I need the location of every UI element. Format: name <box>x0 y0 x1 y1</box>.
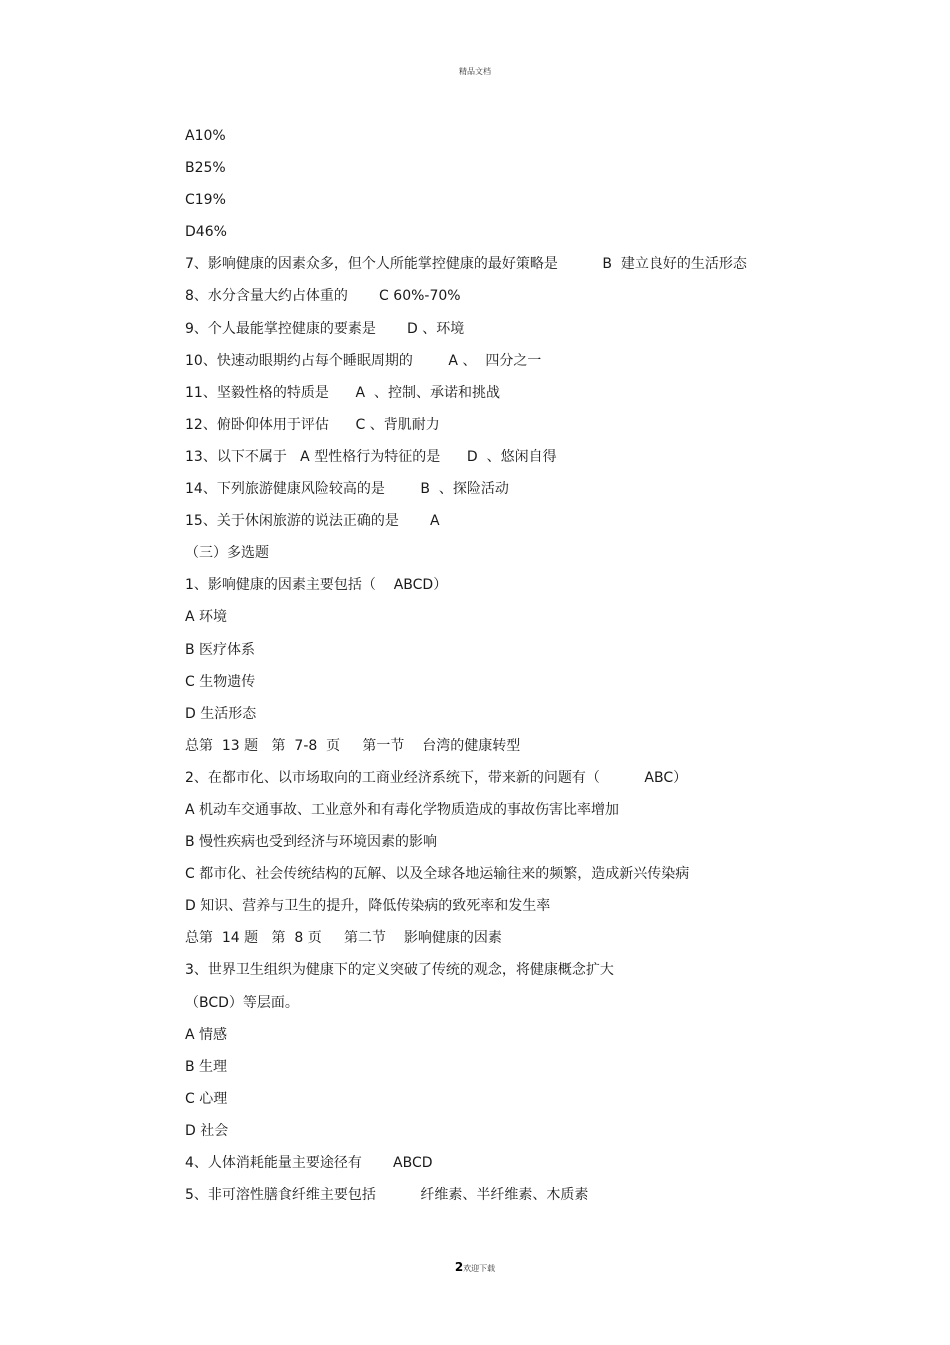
text-line: C 都市化、社会传统结构的瓦解、以及全球各地运输往来的频繁，造成新兴传染病 <box>185 866 690 883</box>
text-line: D 生活形态 <box>185 705 257 722</box>
text-line: 7、影响健康的因素众多，但个人所能掌控健康的最好策略是 B 建立良好的生活形态 <box>185 256 747 273</box>
text-line: 10、快速动眼期约占每个睡眠周期的 A 、 四分之一 <box>185 352 542 369</box>
text-line: C19% <box>185 192 226 209</box>
text-line: 8、水分含量大约占体重的 C 60%-70% <box>185 288 461 305</box>
page-footer <box>0 1260 950 1274</box>
text-line: A 环境 <box>185 609 228 626</box>
reference-line: 总第 14 题 第 8 页 第二节 影响健康的因素 <box>185 930 502 947</box>
text-line: （BCD）等层面。 <box>185 994 299 1011</box>
text-line: D 社会 <box>185 1122 229 1139</box>
text-line: 2、在都市化、以市场取向的工商业经济系统下，带来新的问题有（ ABC） <box>185 769 688 786</box>
document-body <box>185 126 885 1217</box>
page-number: 2 <box>454 1260 464 1274</box>
text-line: 4、人体消耗能量主要途径有 ABCD <box>185 1155 433 1171</box>
text-line: A 机动车交通事故、工业意外和有毒化学物质造成的事故伤害比率增加 <box>185 801 620 818</box>
text-line: C 生物遗传 <box>185 673 256 690</box>
text-line: 3、世界卫生组织为健康下的定义突破了传统的观念，将健康概念扩大 <box>185 962 614 979</box>
section-heading: （三）多选题 <box>185 545 269 562</box>
text-line: A 情感 <box>185 1026 228 1043</box>
text-line: 9、个人最能掌控健康的要素是 D 、环境 <box>185 320 465 337</box>
text-line: B25% <box>185 160 226 177</box>
text-line: 12、俯卧仰体用于评估 C 、背肌耐力 <box>185 416 440 433</box>
text-line: 15、关于休闲旅游的说法正确的是 A <box>185 513 440 530</box>
footer-text: 欢迎下载 <box>463 1264 496 1273</box>
text-line: 14、下列旅游健康风险较高的是 B 、探险活动 <box>185 481 509 498</box>
text-line: 5、非可溶性膳食纤维主要包括 纤维素、半纤维素、木质素 <box>185 1187 589 1204</box>
text-line: D 知识、营养与卫生的提升，降低传染病的致死率和发生率 <box>185 898 551 915</box>
text-line: 13、以下不属于 A 型性格行为特征的是 D 、悠闲自得 <box>185 448 557 465</box>
text-line: B 医疗体系 <box>185 641 256 658</box>
text-line: B 慢性疾病也受到经济与环境因素的影响 <box>185 834 438 851</box>
text-line: D46% <box>185 224 227 241</box>
text-line: A10% <box>185 128 226 144</box>
page-header: 精品文档 <box>459 67 491 76</box>
text-line: 11、坚毅性格的特质是 A 、控制、承诺和挑战 <box>185 384 500 401</box>
text-line: C 心理 <box>185 1090 228 1107</box>
reference-line: 总第 13 题 第 7-8 页 第一节 台湾的健康转型 <box>185 737 521 754</box>
text-line: B 生理 <box>185 1058 228 1075</box>
text-line: 1、影响健康的因素主要包括（ ABCD） <box>185 577 448 594</box>
